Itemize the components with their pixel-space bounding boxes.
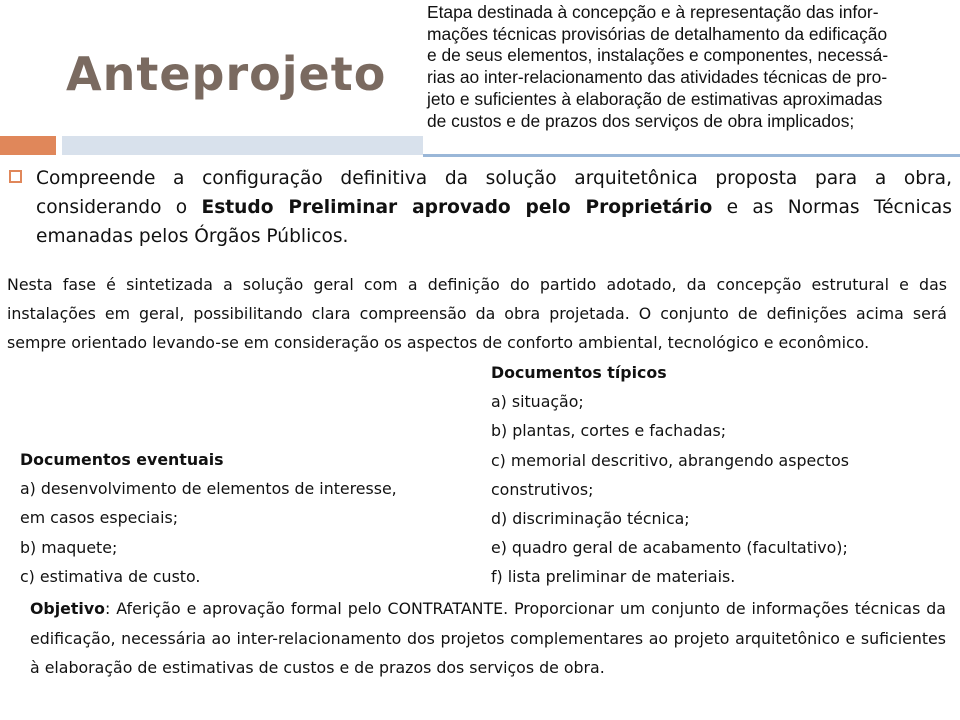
typical-document-item: e) quadro geral de acabamento (facultativo); <box>491 538 848 558</box>
phase-paragraph: Nesta fase é sintetizada a solução geral com a definição do partido adotado, da concepção estrutural e das instalações em geral, possibilitando clara compreensão da obra projetada. O conjunto de definições acima será sempre orientado levando-se em consideração os aspectos de conforto ambiental, tecnológico e econômico. <box>7 275 947 352</box>
intro-paragraph <box>36 164 952 251</box>
eventual-document-item: a) desenvolvimento de elementos de interesse, <box>20 479 397 499</box>
intro-text-end: e as Normas Técnicas emanadas pelos Órgãos Públicos. <box>36 197 952 247</box>
objective-label: Objetivo <box>30 599 105 618</box>
accent-bar <box>62 136 423 155</box>
page-title: Anteprojeto <box>66 47 387 101</box>
definition-line: e de seus elementos, instalações e componentes, necessá- <box>427 45 889 66</box>
typical-documents-heading: Documentos típicos <box>491 363 667 382</box>
typical-document-item: c) memorial descritivo, abrangendo aspectos <box>491 450 849 470</box>
objective-text: : Aferição e aprovação formal pelo CONTRATANTE. Proporcionar um conjunto de informações técnicas da edificação, necessária ao inter-relacionamento dos projetos complementares ao projeto arquitetônico e suficientes à elaboração de estimativas de custos e de prazos dos serviços de obra. <box>30 599 946 677</box>
eventual-document-item: c) estimativa de custo. <box>20 566 201 586</box>
definition-line: mações técnicas provisórias de detalhamento da edificação <box>427 23 888 44</box>
typical-document-item: a) situação; <box>491 392 584 412</box>
accent-square <box>0 136 56 155</box>
intro-text-start: Compreende a configuração definitiva da solução arquitetônica proposta para a obra, considerando o <box>36 168 952 218</box>
eventual-documents-heading: Documentos eventuais <box>20 450 224 469</box>
objective-paragraph <box>30 594 946 683</box>
definition-line: rias ao inter-relacionamento das atividades técnicas de pro- <box>427 67 888 88</box>
typical-document-item: f) lista preliminar de materiais. <box>491 567 736 587</box>
definition-box <box>423 0 960 157</box>
eventual-document-item: b) maquete; <box>20 537 118 557</box>
typical-document-item: b) plantas, cortes e fachadas; <box>491 421 727 441</box>
intro-bold-text: Estudo Preliminar aprovado pelo Proprietário <box>201 197 713 218</box>
eventual-document-item: em casos especiais; <box>20 508 179 528</box>
definition-line: de custos e de prazos dos serviços de obra implicados; <box>427 110 855 131</box>
typical-document-item: d) discriminação técnica; <box>491 509 690 529</box>
square-bullet-icon <box>9 170 22 183</box>
definition-line: jeto e suficientes à elaboração de estimativas aproximadas <box>427 88 883 109</box>
typical-document-item: construtivos; <box>491 479 594 499</box>
eventual-documents <box>20 445 470 591</box>
typical-documents <box>491 358 941 592</box>
definition-line: Etapa destinada à concepção e à representação das infor- <box>427 2 879 22</box>
definition-text <box>427 2 955 132</box>
